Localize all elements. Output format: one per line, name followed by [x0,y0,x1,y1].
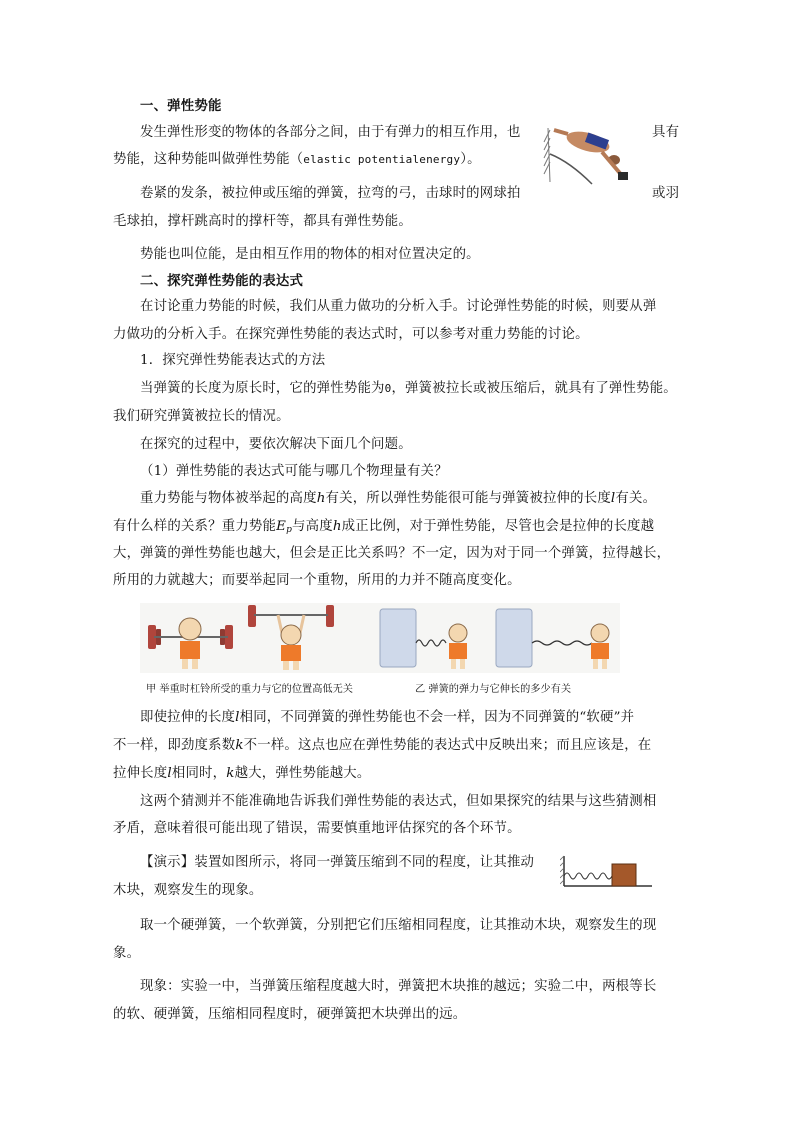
s3-paragraph1-line3 [113,765,683,783]
s3-paragraph1-line2 [113,737,683,755]
s2-paragraph2-line1 [140,380,710,398]
s3-paragraph2-line2: 矛盾，意味着很可能出现了错误，需要慎重地评估探究的各个环节。 [113,821,521,836]
var-h-2: h [332,519,342,534]
english-term: elastic potentialenergy [303,153,461,166]
s2-p4-l2-text-a: 有什么样的关系？重力势能 [113,519,277,534]
spring-block-apparatus [560,852,655,890]
figure-caption-right: 乙 弹簧的弹力与它伸长的多少有关 [415,684,572,695]
demo-line2: 木块，观察发生的现象。 [113,883,263,898]
section1-heading: 一、弹性势能 [140,98,222,114]
s1-p1-l2-end: ）。 [460,152,481,167]
vaulter-shoe [618,172,628,180]
var-h: h [316,491,326,506]
var-l-3: l [167,766,172,781]
demo-tag: 【演示】 [140,855,195,870]
wooden-block [612,864,636,886]
s2-p2-text-a: 当弹簧的长度为原长时，它的弹性势能为 [140,381,385,396]
s3-p1-l3-text-c: 越大，弹性势能越大。 [234,766,371,781]
s2-paragraph4-line4: 所用的力就越大；而要举起同一个重物，所用的力并不随高度变化。 [113,573,521,588]
s2-p4-text-b: 有关，所以弹性势能很可能与弹簧被拉伸的长度 [325,491,611,506]
s1-paragraph2-line2: 毛球拍，撑杆跳高时的撑杆等，都具有弹性势能。 [113,214,412,229]
s2-paragraph2-line2: 我们研究弹簧被拉长的情况。 [113,409,290,424]
s1-p2-l1-text: 卷紧的发条，被拉伸或压缩的弹簧，拉弯的弓，击球时的网球拍 [140,186,521,201]
var-k-2: k [226,766,235,781]
s3-p1-l2-text-b: 不一样。这点也应在弹性势能的表达式中反映出来；而且应该是，在 [243,738,652,753]
s2-paragraph1-line1: 在讨论重力势能的时候，我们从重力做功的分析入手。讨论弹性势能的时候，则要从弹 [140,299,657,314]
s3-paragraph3-line2: 象。 [113,946,141,961]
section2-heading: 二、探究弹性势能的表达式 [140,273,304,289]
s2-paragraph4-line3: 大，弹簧的弹性势能也越大，但会是正比关系吗？不一定，因为对于同一个弹簧，拉得越长， [113,546,671,561]
var-E-subscript: p [286,525,293,535]
figure-caption-left: 甲 举重时杠铃所受的重力与它的位置高低无关 [146,684,353,695]
var-E: E [276,519,287,534]
s2-paragraph4-line2 [113,518,683,539]
s2-p4-text-a: 重力势能与物体被举起的高度 [140,491,317,506]
s2-p4-l2-text-c: 成正比例，对于弹性势能，尽管也会是拉伸的长度越 [341,519,655,534]
var-k: k [235,738,244,753]
var-l-2: l [235,710,240,725]
s3-paragraph1-line1 [140,709,710,727]
s3-p1-l3-text-a: 拉伸长度 [113,766,168,781]
s2-p4-l2-text-b: 与高度 [292,519,333,534]
zero-value: 0 [384,382,392,395]
s1-paragraph3: 势能也叫位能，是由相互作用的物体的相对位置决定的。 [140,247,480,262]
demo-text: 装置如图所示，将同一弹簧压缩到不同的程度，让其推动 [194,855,535,870]
s2-paragraph1-line2: 力做功的分析入手。在探究弹性势能的表达式时，可以参考对重力势能的讨论。 [113,327,589,342]
s3-paragraph3-line1: 取一个硬弹簧，一个软弹簧，分别把它们压缩相同程度，让其推动木块，观察发生的现 [140,918,657,933]
s2-p4-text-c: 有关。 [615,491,657,506]
s3-paragraph2-line1: 这两个猜测并不能准确地告诉我们弹性势能的表达式，但如果探究的结果与这些猜测相 [140,794,657,809]
s3-p1-text-a: 即使拉伸的长度 [140,710,236,725]
apparatus-spring [564,873,612,879]
s3-p1-l3-text-b: 相同时， [171,766,227,781]
s2-subheading-1: 1．探究弹性势能表达式的方法 [140,353,326,368]
s3-p1-l2-text-a: 不一样，即劲度系数 [113,738,236,753]
s3-paragraph4-line2: 的软、硬弹簧，压缩相同程度时，硬弹簧把木块弹出的远。 [113,1007,467,1022]
s3-p1-text-b: 相同，不同弹簧的弹性势能也不会一样，因为不同弹簧的“软硬”并 [239,710,635,725]
var-l: l [610,491,616,506]
s2-paragraph3: 在探究的过程中，要依次解决下面几个问题。 [140,437,412,452]
pole-vault-illustration [540,122,638,200]
s1-p1-l1-text: 发生弹性形变的物体的各部分之间，由于有弹力的相互作用，也 [140,125,521,140]
weightlift-spring-illustration [140,603,620,673]
s2-paragraph4-line1 [140,490,710,508]
s1-p1-l1-tail: 具有 [652,125,680,140]
s1-p2-l1-tail: 或羽 [652,186,680,201]
s3-paragraph4-line1: 现象：实验一中，当弹簧压缩程度越大时，弹簧把木块推的越远；实验二中，两根等长 [140,979,657,994]
s1-p1-l2-text: 势能，这种势能叫做弹性势能（ [113,152,304,167]
s2-question-1: （1）弹性势能的表达式可能与哪几个物理量有关？ [140,464,448,479]
s2-p2-text-b: ，弹簧被拉长或被压缩后，就具有了弹性势能。 [391,381,677,396]
